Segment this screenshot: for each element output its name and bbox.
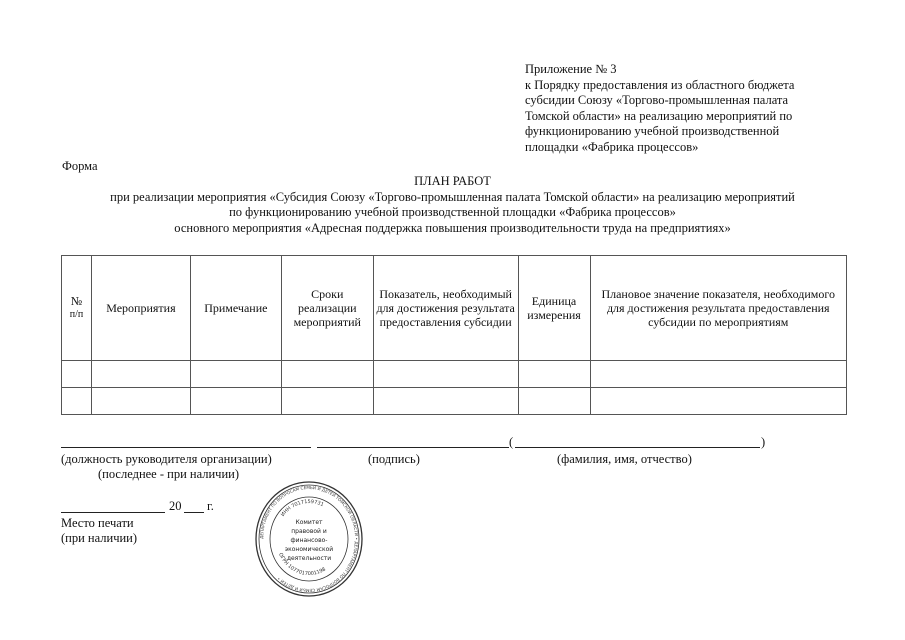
fio-close-paren: ) xyxy=(761,435,766,449)
header-planned: Плановое значение показателя, необходимого для достижения результата предоставления субсидии по мероприятиям xyxy=(590,256,847,361)
stamp-inn: ИНН 7017159731 xyxy=(279,498,325,518)
table-cell[interactable] xyxy=(190,361,281,388)
appendix-note xyxy=(525,62,895,155)
table-cell[interactable] xyxy=(590,388,847,415)
document-title: ПЛАН РАБОТ xyxy=(414,174,491,188)
appendix-line: Приложение № 3 xyxy=(525,62,617,76)
position-sublabel: (последнее - при наличии) xyxy=(98,467,239,481)
header-unit: Единица измерения xyxy=(518,256,590,361)
document-title-block xyxy=(40,174,865,236)
signature-line[interactable] xyxy=(317,447,509,448)
plan-table xyxy=(61,255,847,415)
year-line[interactable] xyxy=(184,512,204,513)
table-cell[interactable] xyxy=(373,388,518,415)
position-label: (должность руководителя организации) xyxy=(61,452,272,466)
header-num: № п/п xyxy=(62,256,92,361)
stamp-center-line: правовой и xyxy=(291,528,327,535)
header-note: Примечание xyxy=(190,256,281,361)
table-row xyxy=(62,361,847,388)
form-label: Форма xyxy=(62,159,98,173)
table-cell[interactable] xyxy=(281,361,373,388)
appendix-line: субсидии Союзу «Торгово-промышленная палата xyxy=(525,93,789,107)
fio-line[interactable] xyxy=(515,447,760,448)
appendix-line: Томской области» на реализацию мероприятий по xyxy=(525,108,793,123)
header-events: Мероприятия xyxy=(91,256,190,361)
title-line-1: при реализации мероприятия «Субсидия Союзу «Торгово-промышленная палата Томской области» на реализацию мероприятий xyxy=(110,189,795,204)
table-row xyxy=(62,388,847,415)
year-suffix: г. xyxy=(207,499,214,513)
stamp-center-line: Комитет xyxy=(295,519,323,526)
organization-stamp xyxy=(254,480,364,598)
stamp-center-line: экономической xyxy=(284,546,334,553)
table-cell[interactable] xyxy=(518,388,590,415)
stamp-ogrn: ОГРН 1077017001198 xyxy=(277,552,327,578)
table-cell[interactable] xyxy=(281,388,373,415)
appendix-line: площадки «Фабрика процессов» xyxy=(525,139,699,154)
year-prefix: 20 xyxy=(169,499,182,513)
table-cell[interactable] xyxy=(91,388,190,415)
appendix-line: к Порядку предоставления из областного бюджета xyxy=(525,77,795,92)
title-line-2: по функционированию учебной производственной площадки «Фабрика процессов» xyxy=(229,205,676,219)
table-header-row xyxy=(62,256,847,361)
stamp-ring-text: ДЕПАРТАМЕНТ ПО ВОПРОСАМ СЕМЬИ И ДЕТЕЙ ТОМСКОЙ ОБЛАСТИ • ДЕПАРТАМЕНТ ПО ВОПРОСАМ СЕМЬИ И ДЕТЕЙ • xyxy=(258,484,360,594)
stamp-center-line: деятельности xyxy=(286,555,332,562)
table-cell[interactable] xyxy=(62,388,92,415)
position-line[interactable] xyxy=(61,447,311,448)
table-cell[interactable] xyxy=(590,361,847,388)
stamp-center-line: финансово- xyxy=(290,537,328,544)
title-line-3: основного мероприятия «Адресная поддержка повышения производительности труда на предприятиях» xyxy=(174,220,731,235)
date-line[interactable] xyxy=(61,512,165,513)
table-cell[interactable] xyxy=(373,361,518,388)
fio-open-paren: ( xyxy=(509,435,514,449)
seal-label: Место печати xyxy=(61,516,134,530)
fio-label: (фамилия, имя, отчество) xyxy=(557,452,692,466)
seal-sublabel: (при наличии) xyxy=(61,531,138,545)
header-terms: Сроки реализации мероприятий xyxy=(281,256,373,361)
table-cell[interactable] xyxy=(190,388,281,415)
signature-label: (подпись) xyxy=(368,452,420,466)
table-cell[interactable] xyxy=(62,361,92,388)
header-indicator: Показатель, необходимый для достижения результата предоставления субсидии xyxy=(373,256,518,361)
table-cell[interactable] xyxy=(518,361,590,388)
table-cell[interactable] xyxy=(91,361,190,388)
appendix-line: функционированию учебной производственной xyxy=(525,124,780,138)
